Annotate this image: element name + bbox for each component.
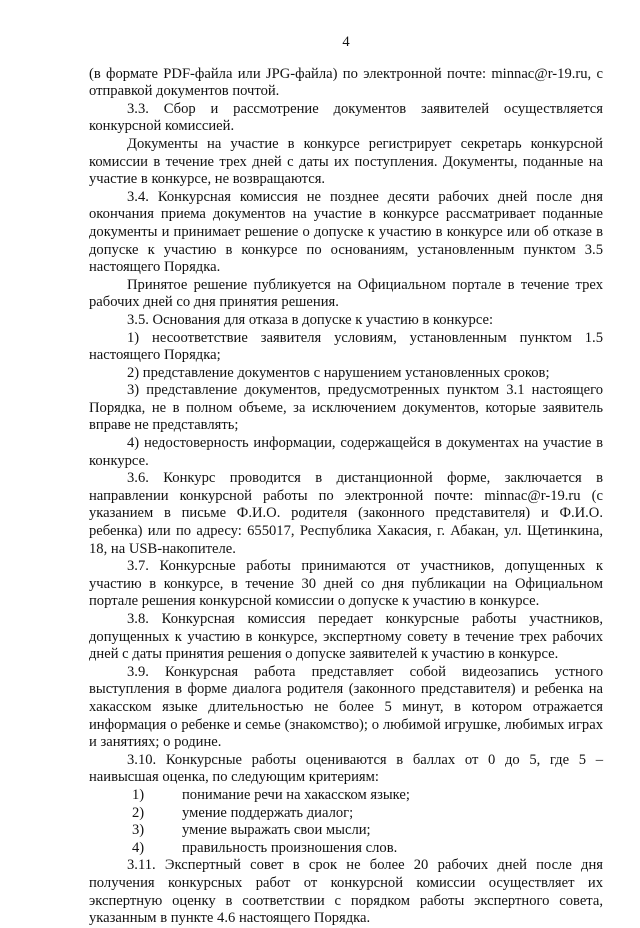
criterion-text: умение выражать свои мысли; — [182, 822, 371, 839]
paragraph-3-8: 3.8. Конкурсная комиссия передает конкурсные работы участников, допущенных к участию в конкурсе, экспертному совету в течение трех рабочих дней с даты принятия решения о допуске заявителей к участию в конкурсе. — [89, 611, 603, 663]
criterion-text: умение поддержать диалог; — [182, 804, 354, 821]
criterion-item — [132, 822, 603, 840]
paragraph-3-11: 3.11. Экспертный совет в срок не более 20 рабочих дней после дня получения конкурсных работ от конкурсной комиссии осуществляет их экспертную оценку в соответствии с порядком работы экспертного совета, указанным в пункте 4.6 настоящего Порядка. — [89, 857, 603, 927]
paragraph-registration: Документы на участие в конкурсе регистрирует секретарь конкурсной комиссии в течение трех дней с даты их поступления. Документы, поданные на участие в конкурсе, не возвращаются. — [89, 135, 603, 188]
paragraph-3-9: 3.9. Конкурсная работа представляет собой видеозапись устного выступления в форме диалога родителя (законного представителя) и ребенка на хакасском языке длительностью не более 5 минут, в котором отражается информация о ребенке и семье (знакомство); о любимой игрушке, любимых играх и занятиях; о родине. — [89, 663, 603, 751]
paragraph-email-submission: (в формате PDF-файла или JPG-файла) по электронной почте: minnac@r-19.ru, с отправкой документов почтой. — [89, 65, 603, 100]
criterion-item — [132, 840, 603, 858]
criterion-item — [132, 805, 603, 823]
criterion-number: 4) — [132, 839, 145, 856]
criterion-text: правильность произношения слов. — [182, 839, 398, 856]
criterion-number: 1) — [132, 786, 145, 803]
page-number: 4 — [342, 34, 350, 50]
criterion-number: 2) — [132, 804, 145, 821]
criterion-item — [132, 787, 603, 805]
paragraph-3-10: 3.10. Конкурсные работы оцениваются в баллах от 0 до 5, где 5 – наивысшая оценка, по следующим критериям: — [89, 751, 603, 786]
paragraph-3-6: 3.6. Конкурс проводится в дистанционной форме, заключается в направлении конкурсной работы по электронной почте: minnac@r-19.ru (с указанием в письме Ф.И.О. родителя (законного представителя) и Ф.И.О. ребенка) или по адресу: 655017, Республика Хакасия, г. Абакан, ул. Щетинкина, 18, на USB-накопителе. — [89, 470, 603, 557]
paragraph-3-3: 3.3. Сбор и рассмотрение документов заявителей осуществляется конкурсной комиссией. — [89, 100, 603, 135]
paragraph-3-4: 3.4. Конкурсная комиссия не позднее десяти рабочих дней после дня окончания приема документов на участие в конкурсе рассматривает поданные документы и принимает решение о допуске к участию в конкурсе или об отказе в допуске к участию в конкурсе по основаниям, установленным пунктом 3.5 настоящего Порядка. — [89, 188, 603, 276]
criterion-number: 3) — [132, 822, 145, 839]
criterion-text: понимание речи на хакасском языке; — [182, 786, 410, 803]
paragraph-publication: Принятое решение публикуется на Официальном портале в течение трех рабочих дней со дня принятия решения. — [89, 276, 603, 311]
paragraph-3-7: 3.7. Конкурсные работы принимаются от участников, допущенных к участию в конкурсе, в течение 30 дней со дня публикации на Официальном портале решения конкурсной комиссии о допуске к участию в конкурсе. — [89, 558, 603, 610]
refusal-ground-4: 4) недостоверность информации, содержащейся в документах на участие в конкурсе. — [89, 435, 603, 469]
refusal-ground-2: 2) представление документов с нарушением установленных сроков; — [127, 364, 550, 381]
paragraph-3-5: 3.5. Основания для отказа в допуске к участию в конкурсе: — [127, 311, 494, 328]
refusal-ground-1: 1) несоответствие заявителя условиям, установленным пунктом 1.5 настоящего Порядка; — [89, 329, 603, 364]
refusal-ground-3: 3) представление документов, предусмотренных пунктом 3.1 настоящего Порядка, не в полном объеме, за исключением документов, которые заявитель вправе не представлять; — [89, 382, 603, 434]
